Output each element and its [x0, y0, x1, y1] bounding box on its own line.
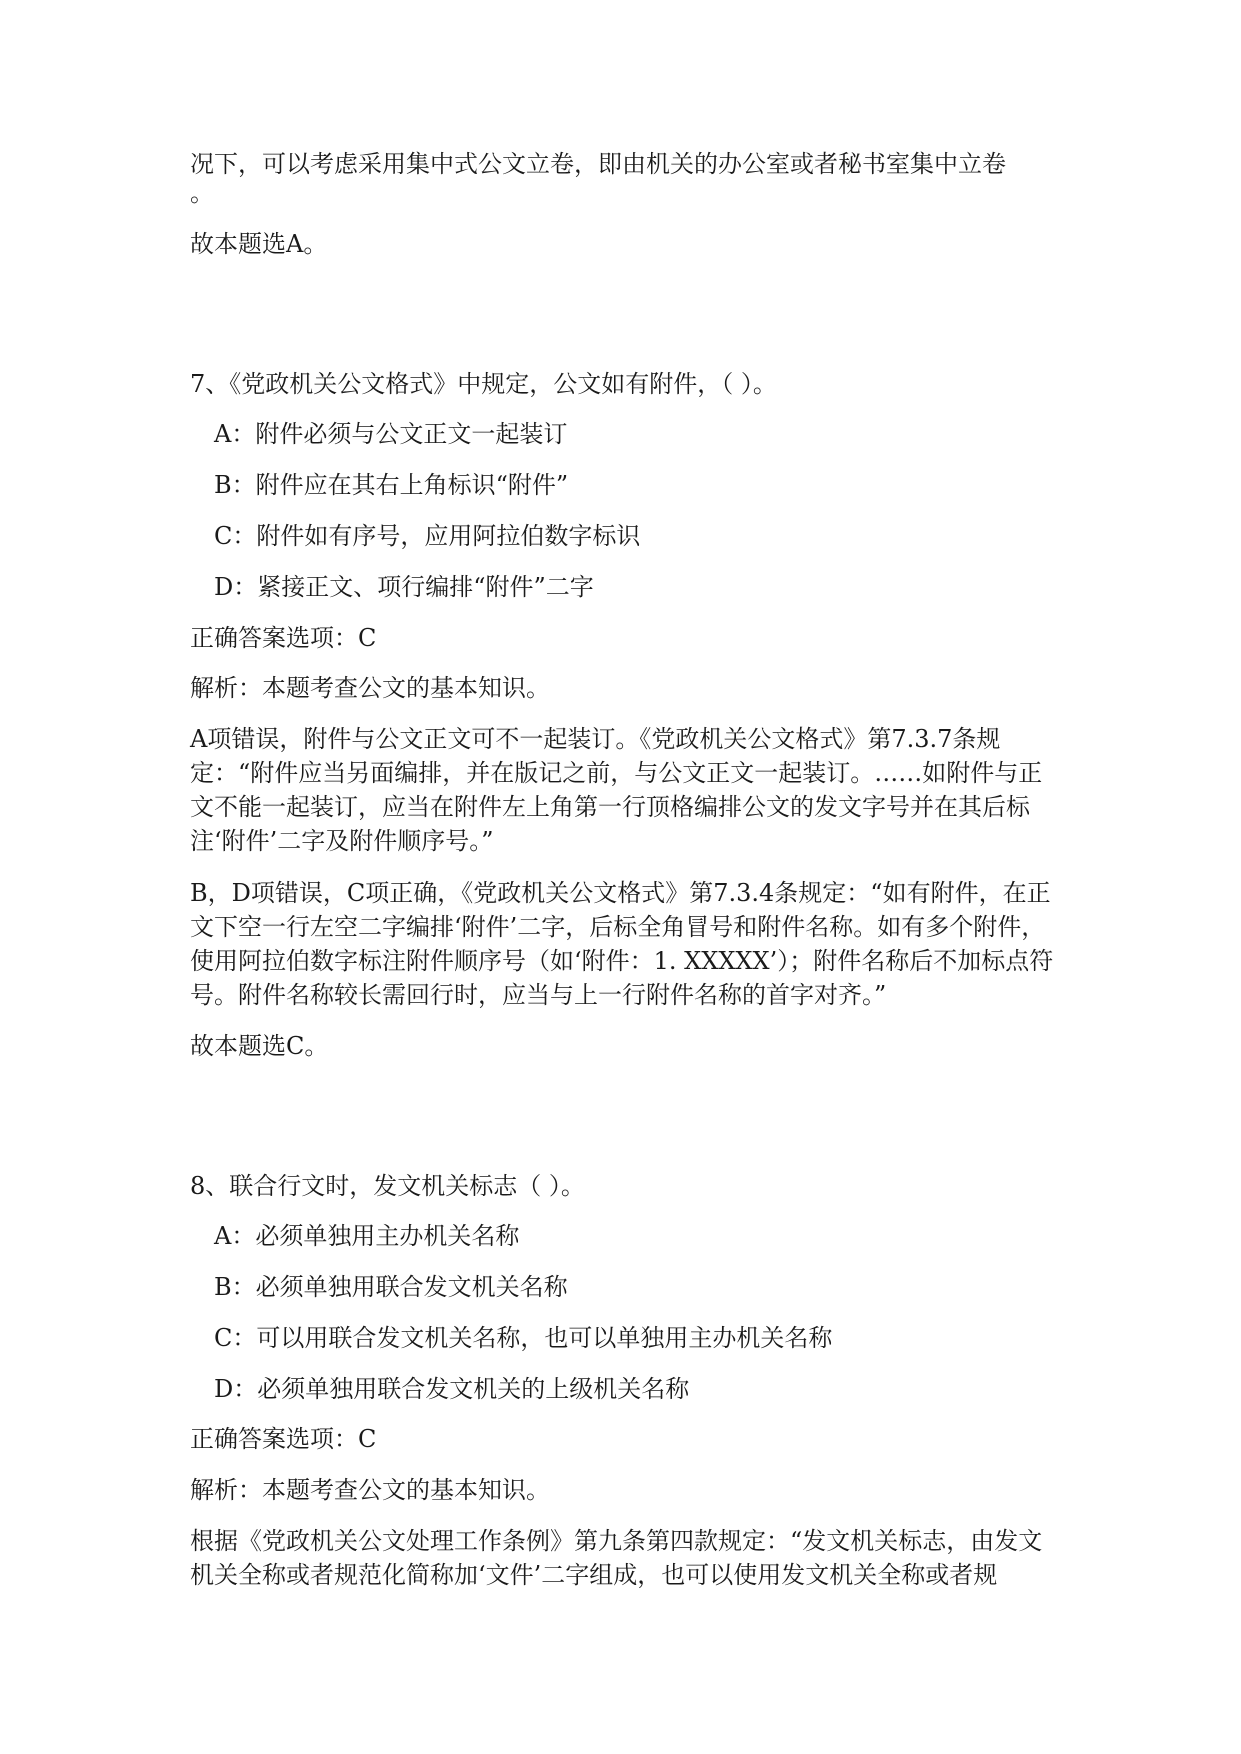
- q8-answer: 正确答案选项：C: [190, 1425, 377, 1453]
- prev-continuation-line1: 况下，可以考虑采用集中式公文立卷，即由机关的办公室或者秘书室集中立卷: [190, 150, 1006, 178]
- q8-option-b: B：必须单独用联合发文机关名称: [214, 1273, 568, 1301]
- q7-analysis-paragraph-2: B，D项错误，C项正确，《党政机关公文格式》第7.3.4条规定：“如有附件，在正文下空一行左空二字编排‘附件’二字，后标全角冒号和附件名称。如有多个附件，使用阿拉伯数字标注附件顺序号（如‘附件：1. XXXXX’）；附件名称后不加标点符号。附件名称较长需回行时，应当与上一行附件名称的首字对齐。”: [190, 879, 1054, 1009]
- q8-option-a: A：必须单独用主办机关名称: [214, 1222, 520, 1250]
- q8-question: 8、联合行文时，发文机关标志（ ）。: [190, 1172, 585, 1200]
- q7-option-a: A：附件必须与公文正文一起装订: [214, 420, 568, 448]
- q7-question: 7、《党政机关公文格式》中规定，公文如有附件，（ ）。: [190, 370, 777, 398]
- prev-conclusion: 故本题选A。: [190, 230, 328, 258]
- q7-option-b: B：附件应在其右上角标识“附件”: [214, 471, 569, 499]
- q7-answer: 正确答案选项：C: [190, 624, 377, 652]
- q7-analysis-intro: 解析：本题考查公文的基本知识。: [190, 674, 550, 702]
- q7-option-d: D：紧接正文、项行编排“附件”二字: [214, 573, 594, 601]
- q7-option-c: C：附件如有序号，应用阿拉伯数字标识: [214, 522, 641, 550]
- q7-conclusion: 故本题选C。: [190, 1032, 329, 1060]
- q8-option-d: D：必须单独用联合发文机关的上级机关名称: [214, 1375, 690, 1403]
- q8-analysis-intro: 解析：本题考查公文的基本知识。: [190, 1476, 550, 1504]
- prev-continuation-line2: 。: [190, 179, 214, 207]
- q7-analysis-paragraph-1: A项错误，附件与公文正文可不一起装订。《党政机关公文格式》第7.3.7条规定：“附件应当另面编排，并在版记之前，与公文正文一起装订。……如附件与正文不能一起装订，应当在附件左上角第一行顶格编排公文的发文字号并在其后标注‘附件’二字及附件顺序号。”: [190, 725, 1043, 855]
- q8-analysis-paragraph-1: 根据《党政机关公文处理工作条例》第九条第四款规定：“发文机关标志，由发文机关全称或者规范化简称加‘文件’二字组成，也可以使用发文机关全称或者规: [190, 1527, 1043, 1589]
- q8-option-c: C：可以用联合发文机关名称，也可以单独用主办机关名称: [214, 1324, 833, 1352]
